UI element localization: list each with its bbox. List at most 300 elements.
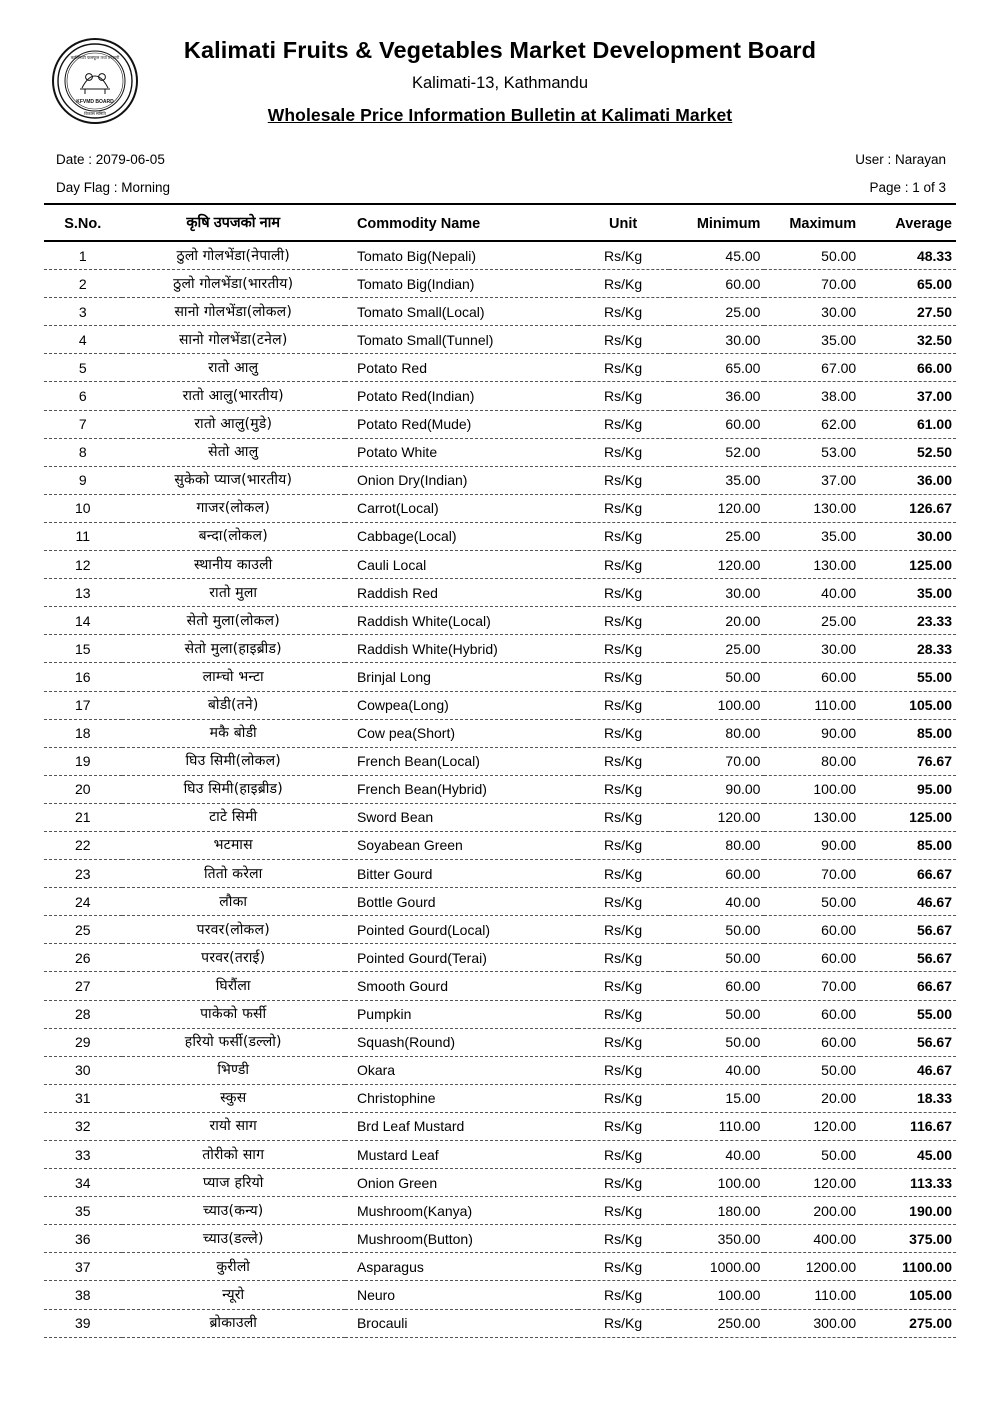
cell-sno: 28 [44,1000,122,1028]
cell-average: 55.00 [860,663,956,691]
cell-minimum: 50.00 [669,1028,765,1056]
cell-commodity-name: Tomato Big(Indian) [345,270,578,298]
cell-average: 65.00 [860,270,956,298]
cell-average: 190.00 [860,1197,956,1225]
svg-text:विकास समिति: विकास समिति [84,111,106,116]
cell-nepali-name: लाम्चो भन्टा [122,663,345,691]
cell-commodity-name: French Bean(Hybrid) [345,775,578,803]
cell-maximum: 53.00 [764,438,860,466]
cell-maximum: 60.00 [764,916,860,944]
cell-commodity-name: Neuro [345,1281,578,1309]
cell-commodity-name: Raddish White(Hybrid) [345,635,578,663]
cell-sno: 29 [44,1028,122,1056]
table-row [44,860,956,888]
cell-maximum: 300.00 [764,1309,860,1337]
cell-maximum: 90.00 [764,719,860,747]
cell-sno: 21 [44,803,122,831]
cell-commodity-name: Pumpkin [345,1000,578,1028]
cell-maximum: 60.00 [764,1000,860,1028]
cell-average: 125.00 [860,551,956,579]
cell-maximum: 38.00 [764,382,860,410]
cell-nepali-name: ठुलो गोलभेंडा(भारतीय) [122,270,345,298]
cell-unit: Rs/Kg [578,944,669,972]
cell-average: 46.67 [860,1056,956,1084]
cell-minimum: 30.00 [669,326,765,354]
cell-unit: Rs/Kg [578,635,669,663]
cell-minimum: 100.00 [669,1281,765,1309]
cell-average: 23.33 [860,607,956,635]
cell-average: 66.67 [860,860,956,888]
cell-commodity-name: Potato Red(Mude) [345,410,578,438]
cell-minimum: 35.00 [669,466,765,494]
svg-text:KFVMD BOARD: KFVMD BOARD [76,99,114,105]
cell-average: 375.00 [860,1225,956,1253]
cell-maximum: 200.00 [764,1197,860,1225]
meta-row-dayflag [44,180,956,195]
table-row [44,972,956,1000]
cell-sno: 16 [44,663,122,691]
cell-average: 52.50 [860,438,956,466]
table-row [44,1197,956,1225]
cell-maximum: 70.00 [764,860,860,888]
cell-unit: Rs/Kg [578,1112,669,1140]
cell-minimum: 36.00 [669,382,765,410]
user-label: User : Narayan [855,152,946,167]
table-row [44,607,956,635]
cell-sno: 7 [44,410,122,438]
column-header-minimum: Minimum [669,204,765,241]
cell-average: 18.33 [860,1084,956,1112]
cell-sno: 2 [44,270,122,298]
cell-unit: Rs/Kg [578,438,669,466]
cell-nepali-name: रायो साग [122,1112,345,1140]
cell-maximum: 110.00 [764,691,860,719]
cell-maximum: 130.00 [764,494,860,522]
table-row [44,635,956,663]
table-row [44,1084,956,1112]
cell-unit: Rs/Kg [578,860,669,888]
table-row [44,270,956,298]
cell-nepali-name: च्याउ(कन्य) [122,1197,345,1225]
cell-average: 105.00 [860,1281,956,1309]
cell-commodity-name: French Bean(Local) [345,747,578,775]
cell-minimum: 70.00 [669,747,765,775]
cell-average: 85.00 [860,719,956,747]
table-row [44,1141,956,1169]
cell-nepali-name: गाजर(लोकल) [122,494,345,522]
table-row [44,494,956,522]
cell-sno: 38 [44,1281,122,1309]
meta-row-date [44,152,956,167]
table-row [44,747,956,775]
cell-minimum: 25.00 [669,635,765,663]
page-label: Page : 1 of 3 [869,180,946,195]
cell-minimum: 120.00 [669,494,765,522]
cell-sno: 23 [44,860,122,888]
cell-commodity-name: Tomato Big(Nepali) [345,241,578,270]
cell-average: 46.67 [860,888,956,916]
cell-commodity-name: Pointed Gourd(Terai) [345,944,578,972]
table-row [44,1056,956,1084]
cell-unit: Rs/Kg [578,831,669,859]
table-row [44,1281,956,1309]
cell-maximum: 60.00 [764,1028,860,1056]
cell-nepali-name: परवर(तराई) [122,944,345,972]
cell-sno: 14 [44,607,122,635]
cell-sno: 13 [44,579,122,607]
cell-nepali-name: रातो आलु [122,354,345,382]
cell-maximum: 30.00 [764,298,860,326]
cell-minimum: 80.00 [669,719,765,747]
cell-commodity-name: Brinjal Long [345,663,578,691]
cell-commodity-name: Mustard Leaf [345,1141,578,1169]
cell-average: 116.67 [860,1112,956,1140]
organization-address: Kalimati-13, Kathmandu [411,74,589,93]
table-row [44,1225,956,1253]
cell-sno: 25 [44,916,122,944]
cell-commodity-name: Mushroom(Button) [345,1225,578,1253]
cell-nepali-name: तितो करेला [122,860,345,888]
table-row [44,466,956,494]
cell-unit: Rs/Kg [578,1056,669,1084]
cell-unit: Rs/Kg [578,1000,669,1028]
cell-sno: 39 [44,1309,122,1337]
cell-average: 55.00 [860,1000,956,1028]
cell-average: 27.50 [860,298,956,326]
table-row [44,354,956,382]
cell-sno: 33 [44,1141,122,1169]
cell-maximum: 35.00 [764,522,860,550]
table-row [44,522,956,550]
cell-maximum: 120.00 [764,1169,860,1197]
cell-average: 113.33 [860,1169,956,1197]
cell-average: 105.00 [860,691,956,719]
cell-commodity-name: Raddish Red [345,579,578,607]
cell-sno: 15 [44,635,122,663]
cell-sno: 22 [44,831,122,859]
cell-minimum: 60.00 [669,860,765,888]
cell-sno: 34 [44,1169,122,1197]
cell-maximum: 35.00 [764,326,860,354]
cell-nepali-name: ब्रोकाउली [122,1309,345,1337]
cell-commodity-name: Potato Red(Indian) [345,382,578,410]
cell-unit: Rs/Kg [578,298,669,326]
day-flag-label: Day Flag : Morning [56,180,171,195]
cell-sno: 11 [44,522,122,550]
cell-minimum: 45.00 [669,241,765,270]
cell-unit: Rs/Kg [578,466,669,494]
cell-commodity-name: Squash(Round) [345,1028,578,1056]
cell-minimum: 20.00 [669,607,765,635]
cell-unit: Rs/Kg [578,1141,669,1169]
cell-maximum: 110.00 [764,1281,860,1309]
cell-nepali-name: स्कुस [122,1084,345,1112]
price-table-wrapper [44,203,956,1338]
cell-unit: Rs/Kg [578,579,669,607]
cell-maximum: 37.00 [764,466,860,494]
cell-nepali-name: भटमास [122,831,345,859]
cell-unit: Rs/Kg [578,326,669,354]
cell-commodity-name: Carrot(Local) [345,494,578,522]
cell-maximum: 25.00 [764,607,860,635]
cell-minimum: 60.00 [669,972,765,1000]
cell-unit: Rs/Kg [578,719,669,747]
cell-sno: 5 [44,354,122,382]
cell-sno: 19 [44,747,122,775]
cell-nepali-name: बन्दा(लोकल) [122,522,345,550]
cell-maximum: 100.00 [764,775,860,803]
cell-average: 61.00 [860,410,956,438]
cell-minimum: 1000.00 [669,1253,765,1281]
cell-average: 56.67 [860,916,956,944]
cell-unit: Rs/Kg [578,382,669,410]
price-table-head [44,204,956,241]
cell-unit: Rs/Kg [578,1028,669,1056]
table-row [44,775,956,803]
table-row [44,944,956,972]
cell-commodity-name: Brd Leaf Mustard [345,1112,578,1140]
cell-minimum: 120.00 [669,551,765,579]
table-row [44,241,956,270]
cell-commodity-name: Pointed Gourd(Local) [345,916,578,944]
table-row [44,1309,956,1337]
table-row [44,1028,956,1056]
cell-nepali-name: हरियो फर्सी(डल्लो) [122,1028,345,1056]
cell-nepali-name: सुकेको प्याज(भारतीय) [122,466,345,494]
table-header-row [44,204,956,241]
cell-commodity-name: Onion Green [345,1169,578,1197]
government-emblem-icon [52,38,138,124]
cell-average: 125.00 [860,803,956,831]
cell-minimum: 100.00 [669,691,765,719]
cell-average: 48.33 [860,241,956,270]
cell-maximum: 130.00 [764,551,860,579]
cell-minimum: 40.00 [669,1056,765,1084]
cell-nepali-name: सेतो आलु [122,438,345,466]
cell-nepali-name: घिरौंला [122,972,345,1000]
cell-commodity-name: Smooth Gourd [345,972,578,1000]
cell-minimum: 40.00 [669,1141,765,1169]
cell-nepali-name: मकै बोडी [122,719,345,747]
cell-minimum: 40.00 [669,888,765,916]
table-row [44,916,956,944]
cell-unit: Rs/Kg [578,916,669,944]
cell-unit: Rs/Kg [578,522,669,550]
cell-maximum: 1200.00 [764,1253,860,1281]
column-header-maximum: Maximum [764,204,860,241]
cell-sno: 35 [44,1197,122,1225]
cell-nepali-name: कुरीलो [122,1253,345,1281]
organization-title: Kalimati Fruits & Vegetables Market Development Board [183,37,817,63]
cell-commodity-name: Onion Dry(Indian) [345,466,578,494]
cell-sno: 10 [44,494,122,522]
cell-nepali-name: सानो गोलभेंडा(लोकल) [122,298,345,326]
cell-sno: 9 [44,466,122,494]
cell-sno: 31 [44,1084,122,1112]
cell-minimum: 180.00 [669,1197,765,1225]
date-label: Date : 2079-06-05 [56,152,165,167]
cell-minimum: 110.00 [669,1112,765,1140]
cell-average: 35.00 [860,579,956,607]
cell-maximum: 67.00 [764,354,860,382]
cell-minimum: 350.00 [669,1225,765,1253]
cell-maximum: 20.00 [764,1084,860,1112]
cell-nepali-name: ठुलो गोलभेंडा(नेपाली) [122,241,345,270]
cell-average: 37.00 [860,382,956,410]
cell-maximum: 30.00 [764,635,860,663]
cell-minimum: 50.00 [669,1000,765,1028]
cell-minimum: 52.00 [669,438,765,466]
table-row [44,326,956,354]
cell-nepali-name: घिउ सिमी(लोकल) [122,747,345,775]
cell-nepali-name: स्थानीय काउली [122,551,345,579]
cell-unit: Rs/Kg [578,354,669,382]
cell-minimum: 90.00 [669,775,765,803]
cell-average: 32.50 [860,326,956,354]
price-table [44,203,956,1338]
cell-nepali-name: लौका [122,888,345,916]
bulletin-title: Wholesale Price Information Bulletin at Kalimati Market [267,105,733,126]
cell-commodity-name: Christophine [345,1084,578,1112]
cell-minimum: 120.00 [669,803,765,831]
cell-unit: Rs/Kg [578,1225,669,1253]
cell-nepali-name: रातो आलु(मुडे) [122,410,345,438]
cell-maximum: 80.00 [764,747,860,775]
cell-minimum: 25.00 [669,522,765,550]
table-row [44,551,956,579]
column-header-sno: S.No. [44,204,122,241]
cell-average: 28.33 [860,635,956,663]
cell-average: 275.00 [860,1309,956,1337]
cell-minimum: 50.00 [669,663,765,691]
cell-sno: 18 [44,719,122,747]
cell-sno: 27 [44,972,122,1000]
cell-minimum: 50.00 [669,916,765,944]
cell-sno: 26 [44,944,122,972]
cell-nepali-name: रातो आलु(भारतीय) [122,382,345,410]
cell-commodity-name: Cowpea(Long) [345,691,578,719]
cell-minimum: 15.00 [669,1084,765,1112]
cell-sno: 20 [44,775,122,803]
cell-maximum: 40.00 [764,579,860,607]
cell-minimum: 65.00 [669,354,765,382]
cell-nepali-name: सेतो मुला(लोकल) [122,607,345,635]
cell-commodity-name: Cauli Local [345,551,578,579]
cell-unit: Rs/Kg [578,803,669,831]
cell-average: 66.00 [860,354,956,382]
cell-maximum: 50.00 [764,888,860,916]
table-row [44,410,956,438]
cell-nepali-name: तोरीको साग [122,1141,345,1169]
table-row [44,831,956,859]
cell-unit: Rs/Kg [578,494,669,522]
cell-sno: 6 [44,382,122,410]
cell-nepali-name: प्याज हरियो [122,1169,345,1197]
cell-average: 85.00 [860,831,956,859]
column-header-commodity: Commodity Name [345,204,578,241]
table-row [44,579,956,607]
cell-maximum: 50.00 [764,241,860,270]
cell-unit: Rs/Kg [578,663,669,691]
column-header-nepali: कृषि उपजको नाम [122,204,345,241]
table-row [44,888,956,916]
cell-nepali-name: टाटे सिमी [122,803,345,831]
table-row [44,1112,956,1140]
cell-sno: 36 [44,1225,122,1253]
cell-commodity-name: Raddish White(Local) [345,607,578,635]
cell-unit: Rs/Kg [578,747,669,775]
cell-commodity-name: Sword Bean [345,803,578,831]
cell-sno: 32 [44,1112,122,1140]
cell-minimum: 30.00 [669,579,765,607]
cell-nepali-name: च्याउ(डल्ले) [122,1225,345,1253]
cell-nepali-name: सानो गोलभेंडा(टनेल) [122,326,345,354]
cell-sno: 4 [44,326,122,354]
cell-average: 95.00 [860,775,956,803]
cell-sno: 3 [44,298,122,326]
cell-commodity-name: Potato White [345,438,578,466]
cell-sno: 8 [44,438,122,466]
cell-sno: 24 [44,888,122,916]
cell-sno: 1 [44,241,122,270]
cell-average: 126.67 [860,494,956,522]
cell-average: 66.67 [860,972,956,1000]
cell-average: 1100.00 [860,1253,956,1281]
cell-average: 30.00 [860,522,956,550]
cell-nepali-name: भिण्डी [122,1056,345,1084]
cell-nepali-name: न्यूरो [122,1281,345,1309]
cell-sno: 30 [44,1056,122,1084]
cell-minimum: 250.00 [669,1309,765,1337]
cell-nepali-name: सेतो मुला(हाइब्रीड) [122,635,345,663]
cell-minimum: 100.00 [669,1169,765,1197]
cell-nepali-name: परवर(लोकल) [122,916,345,944]
cell-commodity-name: Brocauli [345,1309,578,1337]
table-row [44,382,956,410]
cell-commodity-name: Potato Red [345,354,578,382]
cell-average: 36.00 [860,466,956,494]
cell-unit: Rs/Kg [578,1253,669,1281]
cell-commodity-name: Cabbage(Local) [345,522,578,550]
cell-minimum: 80.00 [669,831,765,859]
table-row [44,803,956,831]
cell-minimum: 60.00 [669,410,765,438]
cell-unit: Rs/Kg [578,1309,669,1337]
cell-maximum: 70.00 [764,270,860,298]
cell-average: 56.67 [860,944,956,972]
cell-commodity-name: Tomato Small(Tunnel) [345,326,578,354]
cell-unit: Rs/Kg [578,1169,669,1197]
table-row [44,719,956,747]
table-row [44,438,956,466]
cell-minimum: 25.00 [669,298,765,326]
table-row [44,691,956,719]
cell-nepali-name: घिउ सिमी(हाइब्रीड) [122,775,345,803]
table-row [44,298,956,326]
table-row [44,1000,956,1028]
cell-unit: Rs/Kg [578,241,669,270]
cell-unit: Rs/Kg [578,1084,669,1112]
column-header-unit: Unit [578,204,669,241]
cell-maximum: 70.00 [764,972,860,1000]
cell-nepali-name: रातो मुला [122,579,345,607]
cell-commodity-name: Okara [345,1056,578,1084]
table-row [44,1253,956,1281]
cell-commodity-name: Bitter Gourd [345,860,578,888]
cell-maximum: 60.00 [764,944,860,972]
cell-nepali-name: बोडी(तने) [122,691,345,719]
cell-unit: Rs/Kg [578,1281,669,1309]
